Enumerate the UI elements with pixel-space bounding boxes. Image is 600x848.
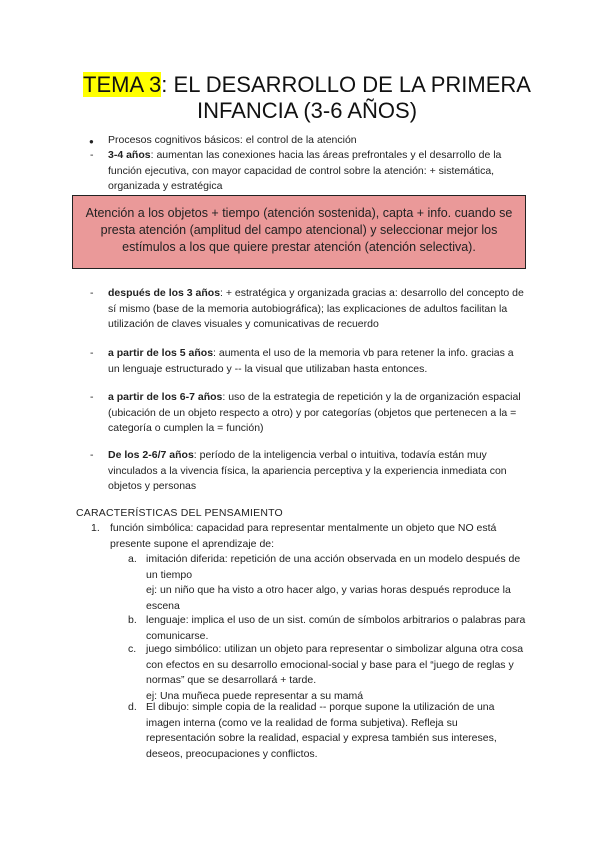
dash-marker: -	[90, 287, 94, 299]
list-item-text: : aumenta el uso de la memoria vb para retener la info. gracias a un lenguaje estructurado y -- la visual que utilizaban hasta entonces.	[108, 347, 514, 375]
sub-item-text: lenguaje: implica el uso de un sist. común de símbolos arbitrarios o palabras para comunicarse.	[146, 614, 526, 642]
bullet-dot-marker: ●	[89, 137, 94, 146]
highlight-callout-box: Atención a los objetos + tiempo (atención sostenida), capta + info. cuando se presta atención (amplitud del campo atencional) y seleccionar mejor los estímulos a los que quiere prestar atención (atención selectiva).	[72, 195, 526, 269]
sub-item-text: juego simbólico: utilizan un objeto para representar o simbolizar alguna otra cosa con efectos en su desarrollo emocional-social y base para el “juego de reglas y normas” que se desarrollará + tarde.	[146, 643, 524, 686]
dash-marker: -	[90, 347, 94, 359]
dash-marker: -	[90, 449, 94, 461]
list-item-text: : + estratégica y organizada gracias a: desarrollo del concepto de sí mismo (base de la memoria autobiográfica); las explicaciones de adultos facilitan la utilización de claves visuales y comunicativas de recuerdo	[108, 287, 524, 330]
page-title	[72, 72, 542, 124]
sub-marker: c.	[128, 643, 137, 655]
list-item-bold: a partir de los 6-7 años	[108, 391, 223, 403]
sub-item-text: imitación diferida: repetición de una acción observada en un modelo después de un tiempo	[146, 553, 521, 581]
list-item-bold: después de los 3 años	[108, 287, 221, 299]
list-item	[108, 448, 528, 495]
list-item-bold: a partir de los 5 años	[108, 347, 214, 359]
sub-item	[146, 642, 530, 704]
list-item-text: : período de la inteligencia verbal o intuitiva, todavía están muy vinculados a la vivencia física, la apariencia perceptiva y la experiencia inmediata con objetos y personas	[108, 449, 507, 492]
list-item-text: : aumentan las conexiones hacia las áreas prefrontales y el desarrollo de la función ejecutiva, con mayor capacidad de control sobre la atención: + sistemática, organizada y estratégica	[108, 149, 502, 192]
sub-item	[146, 613, 530, 644]
list-item	[108, 286, 528, 333]
list-item-bold: De los 2-6/7 años	[108, 449, 194, 461]
title-line2: INFANCIA (3-6 AÑOS)	[196, 98, 418, 123]
section-heading: CARACTERÍSTICAS DEL PENSAMIENTO	[76, 507, 283, 519]
dash-marker: -	[90, 149, 94, 161]
title-line1: : EL DESARROLLO DE LA PRIMERA	[161, 72, 531, 97]
sub-marker: a.	[128, 553, 137, 565]
list-item-bold: 3-4 años	[108, 149, 151, 161]
numbered-marker: 1.	[91, 522, 100, 534]
sub-item-example: ej: un niño que ha visto a otro hacer algo, y varias horas después reproduce la escena	[146, 584, 511, 612]
title-highlight: TEMA 3	[83, 72, 162, 97]
sub-item	[146, 552, 530, 614]
intro-bullet-text: Procesos cognitivos básicos: el control de la atención	[108, 134, 357, 146]
sub-marker: d.	[128, 701, 137, 713]
list-item-text: : uso de la estrategia de repetición y la de organización espacial (ubicación de un objeto respecto a otro) y por categorías (objetos que pertenecen a la = categoría o cumplen la = función)	[108, 391, 521, 434]
sub-item-text: El dibujo: simple copia de la realidad -- porque supone la utilización de una imagen interna (como ve la realidad de forma subjetiva). Refleja su representación sobre la realidad, espacial y expresa también sus intereses, deseos, preocupaciones y conflictos.	[146, 701, 497, 760]
sub-item-example: ej: Una muñeca puede representar a su mamá	[146, 689, 364, 702]
sub-item	[146, 700, 530, 762]
list-item	[108, 346, 528, 377]
list-item-3-4	[108, 148, 532, 195]
dash-marker: -	[90, 391, 94, 403]
numbered-item-text: función simbólica: capacidad para representar mentalmente un objeto que NO está presente supone el aprendizaje de:	[110, 522, 497, 550]
sub-marker: b.	[128, 614, 137, 626]
list-item	[108, 390, 528, 437]
